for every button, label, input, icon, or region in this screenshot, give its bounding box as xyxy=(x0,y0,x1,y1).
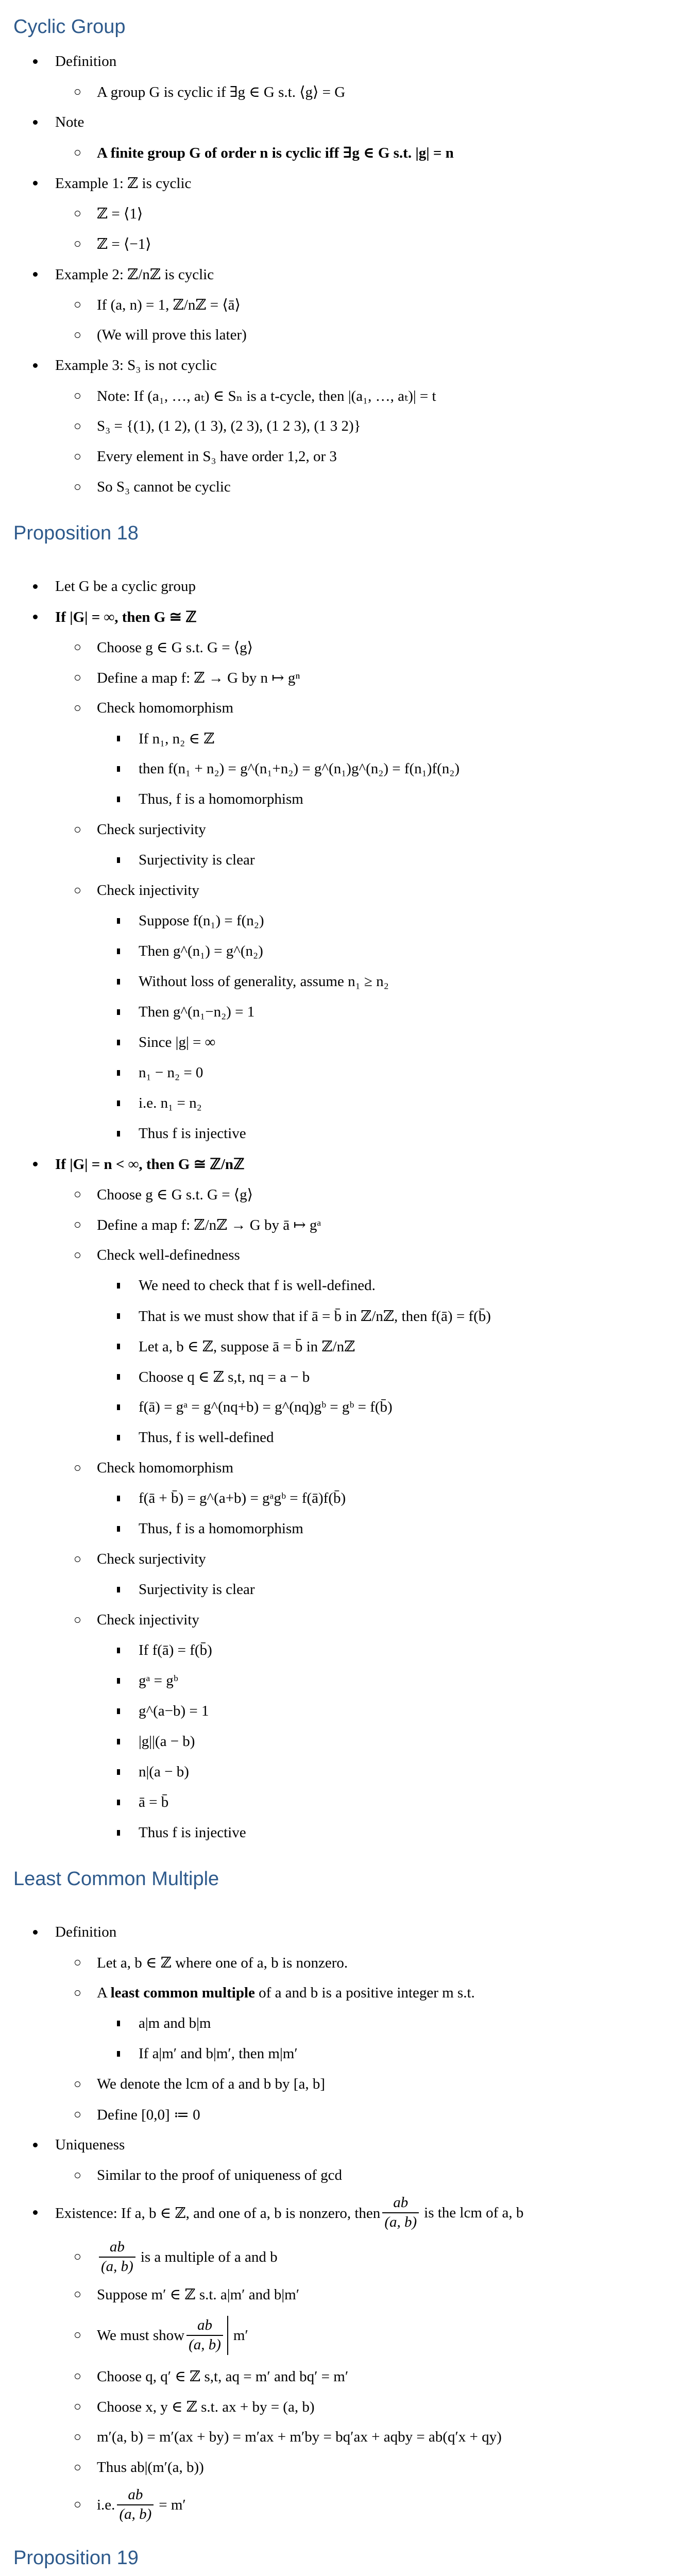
list-item xyxy=(0,1088,680,1118)
item-text: Check surjectivity xyxy=(97,821,206,838)
bullet-square-icon xyxy=(114,2019,139,2029)
bullet-circle-icon xyxy=(73,482,97,493)
item-text: Suppose m′ ∈ ℤ s.t. a|m′ and b|m′ xyxy=(97,2286,300,2303)
list-item xyxy=(0,411,680,442)
bullet-square-icon xyxy=(114,794,139,805)
fraction xyxy=(186,2317,223,2353)
list-item xyxy=(0,2279,680,2310)
item-text: Note xyxy=(55,114,84,130)
item-text: We need to check that f is well-defined. xyxy=(139,1277,376,1294)
list-item xyxy=(0,2235,680,2279)
list-item xyxy=(0,2422,680,2452)
bullet-square-icon xyxy=(114,1372,139,1382)
item-text: n₁ − n₂ = 0 xyxy=(139,1064,203,1081)
list-item xyxy=(0,1726,680,1757)
item-text: Check injectivity xyxy=(97,1612,199,1628)
bullet-circle-icon xyxy=(73,886,97,896)
list-item xyxy=(0,1605,680,1635)
bullet-circle-icon xyxy=(73,148,97,158)
bullet-circle-icon xyxy=(73,2432,97,2443)
list-item xyxy=(0,1483,680,1514)
list-item xyxy=(0,138,680,168)
item-text: Example 3: S₃ is not cyclic xyxy=(55,357,217,374)
bullet-circle-icon xyxy=(73,1958,97,1968)
item-text: Check surjectivity xyxy=(97,1551,206,1567)
list-item xyxy=(0,1331,680,1362)
list-item xyxy=(0,46,680,77)
bullet-circle-icon xyxy=(73,2402,97,2412)
item-text: Definition xyxy=(55,1924,117,1940)
bullet-square-icon xyxy=(114,1129,139,1139)
item-text: We must show xyxy=(97,2327,185,2344)
list-item xyxy=(0,472,680,502)
bullet-circle-icon xyxy=(73,1250,97,1261)
bullet-circle-icon xyxy=(73,2171,97,2181)
list-item xyxy=(0,1818,680,1848)
bullet-circle-icon xyxy=(73,209,97,219)
item-text: If a|m′ and b|m′, then m|m′ xyxy=(139,2045,298,2062)
list-item xyxy=(0,198,680,229)
item-text: f(ā) = gᵃ = g^(nq+b) = g^(nq)gᵇ = gᵇ = f(b̄) xyxy=(139,1399,393,1415)
list-item xyxy=(0,1392,680,1422)
item-text: ℤ = ⟨1⟩ xyxy=(97,206,143,222)
list-item xyxy=(0,1118,680,1149)
list-item xyxy=(0,632,680,663)
bullet-circle-icon xyxy=(73,87,97,97)
item-text: Without loss of generality, assume n₁ ≥ n₂ xyxy=(139,973,389,990)
list-item xyxy=(0,2191,680,2235)
list-item xyxy=(0,1058,680,1088)
item-text: i.e. xyxy=(97,2496,115,2513)
item-text: S₃ = {(1), (1 2), (1 3), (2 3), (1 2 3), (1 3 2)} xyxy=(97,418,361,434)
list-item xyxy=(0,229,680,259)
item-text: If (a, n) = 1, ℤ/nℤ = ⟨ā⟩ xyxy=(97,297,241,313)
item-text: Example 1: ℤ is cyclic xyxy=(55,175,192,192)
item-text: Since |g| = ∞ xyxy=(139,1034,216,1050)
bullet-circle-icon xyxy=(73,825,97,835)
bullet-circle-icon xyxy=(73,2500,97,2510)
bullet-disc-icon xyxy=(31,1159,55,1170)
list-item xyxy=(0,2039,680,2069)
item-text: If f(ā) = f(b̄) xyxy=(139,1642,212,1658)
list-item xyxy=(0,1179,680,1210)
list-item xyxy=(0,663,680,693)
item-text: If |G| = n < ∞, then G ≅ ℤ/nℤ xyxy=(55,1156,245,1173)
item-text: So S₃ cannot be cyclic xyxy=(97,479,231,495)
bullet-square-icon xyxy=(114,1342,139,1352)
list-item xyxy=(0,571,680,602)
item-text: Check well-definedness xyxy=(97,1247,240,1263)
item-text: Let a, b ∈ ℤ, suppose ā = b̄ in ℤ/nℤ xyxy=(139,1338,355,1355)
item-text: Choose q, q′ ∈ ℤ s,t, aq = m′ and bq′ = m′ xyxy=(97,2368,349,2385)
item-text-after: = m′ xyxy=(159,2496,186,2513)
item-text: then f(n₁ + n₂) = g^(n₁+n₂) = g^(n₁)g^(n₂) = f(n₁)f(n₂) xyxy=(139,760,460,777)
list-item xyxy=(0,1422,680,1453)
list-item xyxy=(0,2130,680,2160)
fraction-numerator: ab xyxy=(128,2486,143,2503)
list-item xyxy=(0,754,680,784)
item-text: ℤ = ⟨−1⟩ xyxy=(97,236,151,252)
bullet-circle-icon xyxy=(73,1615,97,1625)
item-text: Note: If (a₁, …, aₜ) ∈ Sₙ is a t-cycle, then |(a₁, …, aₜ)| = t xyxy=(97,388,436,404)
fraction-numerator: ab xyxy=(393,2194,409,2211)
item-text: Thus, f is a homomorphism xyxy=(139,791,303,807)
bullet-square-icon xyxy=(114,2049,139,2059)
bullet-circle-icon xyxy=(73,1554,97,1565)
item-text: Uniqueness xyxy=(55,2137,125,2153)
item-text: Thus f is injective xyxy=(139,1125,246,1142)
item-text: m′(a, b) = m′(ax + by) = m′ax + m′by = bq′ax + aqby = ab(q′x + qy) xyxy=(97,2429,502,2445)
list-item xyxy=(0,2361,680,2392)
bullet-circle-icon xyxy=(73,2079,97,2090)
item-text: n|(a − b) xyxy=(139,1764,189,1780)
list-item xyxy=(0,1453,680,1483)
list-item xyxy=(0,1149,680,1179)
list-item xyxy=(0,1027,680,1058)
bullet-disc-icon xyxy=(31,2208,55,2218)
list-item xyxy=(0,1787,680,1818)
list-item xyxy=(0,1757,680,1787)
item-text: Surjectivity is clear xyxy=(139,852,255,868)
list-item xyxy=(0,723,680,754)
section-heading: Proposition 19 xyxy=(13,2547,139,2569)
list-item xyxy=(0,997,680,1027)
item-text: Check homomorphism xyxy=(97,700,234,716)
item-text: ā = b̄ xyxy=(139,1794,169,1810)
list-item xyxy=(0,1947,680,1978)
list-item xyxy=(0,1544,680,1574)
item-text: |g||(a − b) xyxy=(139,1733,195,1750)
item-text: Thus, f is a homomorphism xyxy=(139,1520,303,1537)
item-text: a|m and b|m xyxy=(139,2015,211,2031)
bullet-square-icon xyxy=(114,1311,139,1321)
bullet-square-icon xyxy=(114,1038,139,1048)
bullet-square-icon xyxy=(114,1646,139,1656)
section-heading: Least Common Multiple xyxy=(13,1868,219,1890)
bullet-circle-icon xyxy=(73,421,97,432)
fraction-denominator: (a, b) xyxy=(99,2257,135,2275)
list-item xyxy=(0,77,680,107)
item-text: Thus, f is well-defined xyxy=(139,1429,274,1446)
list-item xyxy=(0,1635,680,1666)
item-text: Suppose f(n₁) = f(n₂) xyxy=(139,912,264,929)
list-item xyxy=(0,1666,680,1696)
fraction-denominator: (a, b) xyxy=(382,2212,419,2231)
bullet-square-icon xyxy=(114,1828,139,1838)
list-item xyxy=(0,168,680,198)
bullet-square-icon xyxy=(114,1068,139,1078)
list-item xyxy=(0,1978,680,2008)
bullet-disc-icon xyxy=(31,582,55,592)
fraction-numerator: ab xyxy=(197,2317,212,2334)
item-text: A group G is cyclic if ∃g ∈ G s.t. ⟨g⟩ = G xyxy=(97,84,346,100)
item-text: Choose g ∈ G s.t. G = ⟨g⟩ xyxy=(97,1187,253,1203)
list-item xyxy=(0,2160,680,2191)
bullet-circle-icon xyxy=(73,1463,97,1473)
bullet-square-icon xyxy=(114,1676,139,1686)
bullet-square-icon xyxy=(114,1281,139,1291)
fraction xyxy=(99,2239,135,2275)
item-text: f(ā + b̄) = g^(a+b) = gᵃgᵇ = f(ā)f(b̄) xyxy=(139,1490,346,1506)
section-heading: Proposition 18 xyxy=(13,522,139,544)
list-item xyxy=(0,967,680,997)
bullet-square-icon xyxy=(114,1706,139,1717)
item-text: If n₁, n₂ ∈ ℤ xyxy=(139,731,215,747)
item-text: A finite group G of order n is cyclic iff ∃g ∈ G s.t. |g| = n xyxy=(97,145,454,161)
item-text: Define a map f: ℤ → G by n ↦ gⁿ xyxy=(97,670,300,686)
list-item xyxy=(0,1270,680,1301)
item-text: i.e. n₁ = n₂ xyxy=(139,1095,202,1111)
bullet-circle-icon xyxy=(73,2252,97,2262)
item-text: Surjectivity is clear xyxy=(139,1581,255,1598)
item-text: Then g^(n₁) = g^(n₂) xyxy=(139,943,263,959)
bullet-square-icon xyxy=(114,1737,139,1747)
bullet-square-icon xyxy=(114,1098,139,1109)
bullet-circle-icon xyxy=(73,1988,97,1998)
bullet-circle-icon xyxy=(73,2463,97,2473)
item-text-after: m′ xyxy=(233,2327,248,2344)
divides-bar xyxy=(227,2316,228,2355)
bullet-circle-icon xyxy=(73,673,97,683)
list-item xyxy=(0,107,680,138)
list-item xyxy=(0,1362,680,1392)
bullet-square-icon xyxy=(114,1524,139,1534)
list-item xyxy=(0,1301,680,1331)
list-item xyxy=(0,845,680,875)
bullet-circle-icon xyxy=(73,452,97,462)
bullet-square-icon xyxy=(114,946,139,957)
list-item xyxy=(0,2310,680,2361)
list-item xyxy=(0,1696,680,1726)
bullet-disc-icon xyxy=(31,269,55,280)
item-text: Existence: If a, b ∈ ℤ, and one of a, b is nonzero, then xyxy=(55,2205,381,2222)
bullet-square-icon xyxy=(114,734,139,744)
fraction-denominator: (a, b) xyxy=(117,2504,154,2523)
list-item xyxy=(0,2008,680,2039)
bullet-square-icon xyxy=(114,977,139,987)
item-text: Definition xyxy=(55,53,117,70)
bullet-disc-icon xyxy=(31,361,55,371)
bullet-disc-icon xyxy=(31,117,55,128)
list-item xyxy=(0,442,680,472)
item-text: (We will prove this later) xyxy=(97,327,247,343)
fraction xyxy=(382,2195,419,2231)
bullet-circle-icon xyxy=(73,1190,97,1200)
bullet-square-icon xyxy=(114,1494,139,1504)
bullet-disc-icon xyxy=(31,2140,55,2150)
item-text: Let a, b ∈ ℤ where one of a, b is nonzero. xyxy=(97,1955,348,1971)
bullet-square-icon xyxy=(114,1402,139,1413)
section-heading: Cyclic Group xyxy=(13,15,126,38)
item-text: g^(a−b) = 1 xyxy=(139,1703,209,1719)
list-item xyxy=(0,875,680,906)
bullet-circle-icon xyxy=(73,2330,97,2341)
list-item xyxy=(0,1514,680,1544)
bullet-square-icon xyxy=(114,1767,139,1777)
item-text-after: is a multiple of a and b xyxy=(140,2248,278,2265)
list-item xyxy=(0,350,680,381)
bold-term: least common multiple xyxy=(110,1985,255,2001)
item-text: Every element in S₃ have order 1,2, or 3 xyxy=(97,448,337,465)
list-item xyxy=(0,290,680,320)
list-item xyxy=(0,2483,680,2527)
bullet-circle-icon xyxy=(73,703,97,714)
item-text: Choose q ∈ ℤ s,t, nq = a − b xyxy=(139,1369,310,1385)
list-item xyxy=(0,1917,680,1947)
list-item xyxy=(0,2452,680,2483)
item-text: We denote the lcm of a and b by [a, b] xyxy=(97,2076,325,2092)
item-text: A least common multiple of a and b is a positive integer m s.t. xyxy=(97,1985,475,2001)
item-text: Choose x, y ∈ ℤ s.t. ax + by = (a, b) xyxy=(97,2399,315,2415)
list-item xyxy=(0,259,680,290)
bullet-circle-icon xyxy=(73,2371,97,2382)
bullet-square-icon xyxy=(114,1798,139,1808)
bullet-circle-icon xyxy=(73,330,97,341)
item-text: Thus ab|(m′(a, b)) xyxy=(97,2459,204,2476)
bullet-circle-icon xyxy=(73,300,97,310)
bullet-circle-icon xyxy=(73,642,97,653)
bullet-circle-icon xyxy=(73,2290,97,2300)
bullet-square-icon xyxy=(114,1007,139,1018)
bullet-square-icon xyxy=(114,764,139,774)
list-item xyxy=(0,784,680,815)
bullet-square-icon xyxy=(114,855,139,866)
item-text: Check injectivity xyxy=(97,882,199,899)
list-item xyxy=(0,1210,680,1240)
fraction-numerator: ab xyxy=(109,2239,125,2256)
bullet-square-icon xyxy=(114,1433,139,1443)
item-text: That is we must show that if ā = b̄ in ℤ/nℤ, then f(ā) = f(b̄) xyxy=(139,1308,491,1325)
list-item xyxy=(0,2099,680,2130)
list-item xyxy=(0,1574,680,1605)
bullet-circle-icon xyxy=(73,239,97,249)
list-item xyxy=(0,2069,680,2099)
list-item xyxy=(0,936,680,967)
bullet-square-icon xyxy=(114,916,139,926)
bullet-circle-icon xyxy=(73,1220,97,1230)
list-item xyxy=(0,2392,680,2422)
bullet-disc-icon xyxy=(31,178,55,189)
bullet-disc-icon xyxy=(31,612,55,622)
bullet-circle-icon xyxy=(73,391,97,401)
item-text: Then g^(n₁−n₂) = 1 xyxy=(139,1004,255,1020)
item-text: If |G| = ∞, then G ≅ ℤ xyxy=(55,609,197,625)
item-text: Choose g ∈ G s.t. G = ⟨g⟩ xyxy=(97,639,253,656)
list-item xyxy=(0,693,680,723)
item-text: Let G be a cyclic group xyxy=(55,578,196,595)
list-item xyxy=(0,602,680,632)
item-text: Similar to the proof of uniqueness of gcd xyxy=(97,2167,342,2183)
bullet-square-icon xyxy=(114,1585,139,1595)
list-item xyxy=(0,320,680,350)
list-item xyxy=(0,1240,680,1270)
item-text-after: is the lcm of a, b xyxy=(424,2204,524,2221)
item-text: Thus f is injective xyxy=(139,1824,246,1841)
bullet-disc-icon xyxy=(31,57,55,67)
item-text: Example 2: ℤ/nℤ is cyclic xyxy=(55,266,214,283)
item-text: Check homomorphism xyxy=(97,1460,234,1476)
bullet-circle-icon xyxy=(73,2110,97,2120)
list-item xyxy=(0,906,680,936)
fraction xyxy=(117,2487,154,2523)
list-item xyxy=(0,815,680,845)
item-text: Define [0,0] ≔ 0 xyxy=(97,2107,200,2123)
list-item xyxy=(0,381,680,411)
item-text: gᵃ = gᵇ xyxy=(139,1672,178,1689)
bullet-disc-icon xyxy=(31,1927,55,1938)
item-text: Define a map f: ℤ/nℤ → G by ā ↦ gᵃ xyxy=(97,1217,321,1233)
fraction-denominator: (a, b) xyxy=(186,2335,223,2353)
